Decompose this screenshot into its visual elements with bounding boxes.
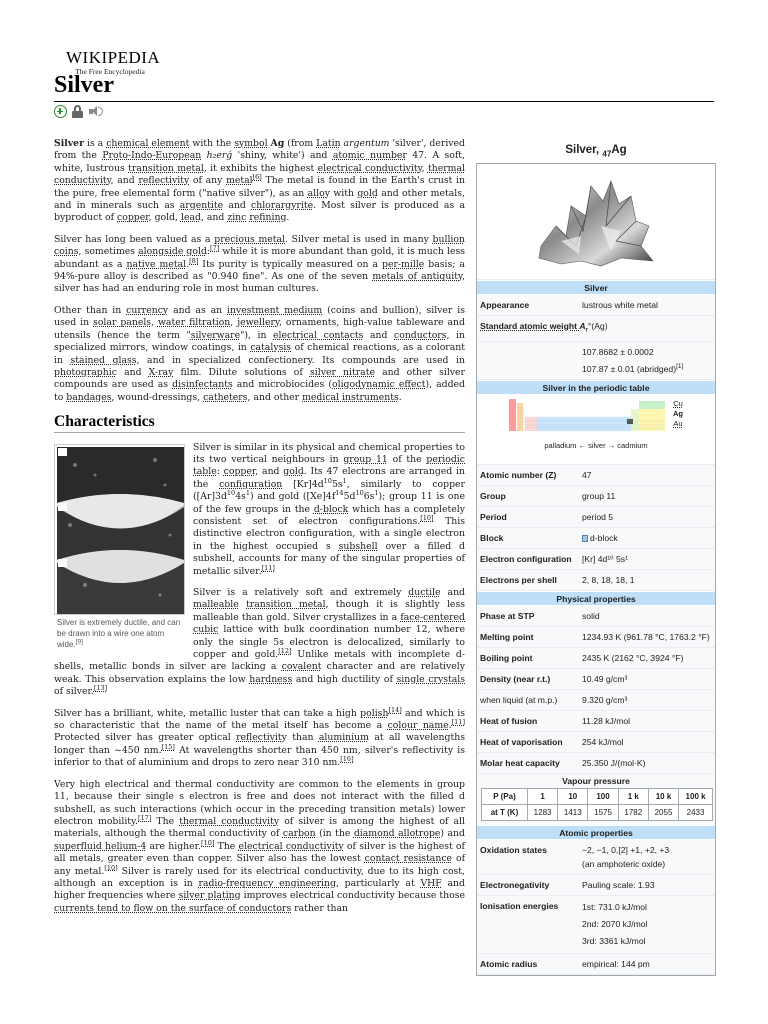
inline-link[interactable]: native metal <box>126 258 187 270</box>
infobox-row-atomic-weight-values <box>477 342 715 380</box>
inline-link[interactable]: silver plating <box>178 890 241 902</box>
superscript: 10 <box>355 489 364 498</box>
superscript[interactable]: [14] <box>388 705 402 714</box>
row-label[interactable]: Atomic number (Z) <box>480 469 557 480</box>
inline-link[interactable]: thermal conductivity <box>54 162 465 187</box>
inline-link[interactable]: electrical conductivity <box>238 840 344 852</box>
vp-pressure-cell: 10 k <box>648 788 678 804</box>
inline-link[interactable]: argentite <box>179 200 224 212</box>
row-value: 2435 K (2162 °C, 3924 °F) <box>582 652 684 663</box>
superscript: 10 <box>323 476 332 485</box>
page-status-icons <box>54 105 104 118</box>
infobox-physical-row <box>477 669 715 690</box>
superscript[interactable]: [11] <box>261 563 275 572</box>
row-label[interactable]: Period <box>480 511 507 522</box>
inline-link[interactable]: precious metal <box>214 233 286 245</box>
row-label[interactable]: when liquid (at m.p.) <box>480 694 558 705</box>
superscript[interactable]: [15] <box>161 742 175 751</box>
inline-link[interactable]: medical instruments <box>302 391 399 403</box>
intro-paragraph-1: Silver is a chemical element with the symbol Ag (from Latin argentum 'silver', derived from the Proto-Indo-European h₂erǵ 'shiny, white') and atomic number 47. A soft, white, lustrous transition metal, it exhibits the highest electrical conductivity, thermal conductivity, and reflectivity of any metal[6] The metal is found in the Earth's crust in the pure, free elemental form ("native silver"), as an alloy with gold and other metals, and in minerals such as argentite and chlorargyrite. Most silver is produced as a byproduct of copper, gold, lead, and zinc refining. <box>54 138 466 224</box>
inline-link[interactable]: silver nitrate <box>309 366 375 378</box>
row-label[interactable]: Heat of vaporisation <box>480 736 563 747</box>
infobox-row-oxidation <box>477 840 715 875</box>
inline-link[interactable]: currency <box>126 304 169 316</box>
inline-link[interactable]: colour name <box>387 720 449 732</box>
inline-link[interactable]: atomic number <box>332 150 407 162</box>
inline-link[interactable]: d-block <box>313 503 349 515</box>
inline-link[interactable]: electrical contacts <box>273 329 364 341</box>
good-article-icon[interactable] <box>54 105 67 118</box>
inline-link[interactable]: gold <box>283 466 304 478</box>
inline-link[interactable]: covalent <box>281 661 322 673</box>
intro-paragraph-3: Other than in currency and as an investment medium (coins and bullion), silver is used in solar panels, water filtration, jewellery, ornaments, high-value tableware and utensils (hence the term "silverware"), in electrical contacts and conductors, in specialized mirrors, window coatings, in catalysis of chemical reactions, as a colorant in stained glass, and in specialized confectionery. Its compounds are used in photographic and X-ray film. Dilute solutions of silver nitrate and other silver compounds are used as disinfectants and microbiocides (oligodynamic effect), added to bandages, wound-dressings, catheters, and other medical instruments. <box>54 304 466 403</box>
inline-link[interactable]: X-ray <box>148 366 174 378</box>
infobox-physical-row <box>477 711 715 732</box>
superscript[interactable]: [16] <box>340 755 354 764</box>
row-label[interactable]: Molar heat capacity <box>480 757 560 768</box>
row-value: 9.320 g/cm³ <box>582 694 628 705</box>
infobox-row-ionisation <box>477 896 715 954</box>
characteristics-paragraph-2: Silver is a relatively soft and extremely ductile and malleable transition metal, though it is slightly less malleable than gold. Silver crystallizes in a face-centered cubic lattice with bulk coordination number 12, where only the single 5s electron is delocalized, similarly to copper and gold.[12] Unlike metals with incomplete d-shells, metallic bonds in silver are lacking a covalent character and are relatively weak. This observation explains the low hardness and high ductility of single crystals of silver.[13] <box>54 587 466 698</box>
inline-link[interactable]: metal <box>226 175 253 187</box>
infobox-row-atomic-radius <box>477 954 715 975</box>
infobox-basic-row <box>477 528 715 549</box>
infobox-physical-row <box>477 648 715 669</box>
row-label[interactable]: Electron configuration <box>480 553 572 564</box>
periodic-table-mini[interactable] <box>477 395 715 465</box>
article-body <box>54 138 465 924</box>
inline-link[interactable]: per-mille <box>382 258 425 270</box>
infobox-header-silver: Silver <box>477 280 715 295</box>
row-label[interactable]: Block <box>480 532 504 543</box>
vp-temperature-cell: 1283 <box>527 804 557 820</box>
inline-link[interactable]: reflectivity <box>138 175 190 187</box>
intro-paragraph-2: Silver has long been valued as a precious metal. Silver metal is used in many bullion coins, sometimes alongside gold:[7] while it is more abundant than gold, it is much less abundant as a native metal.[8] Its purity is typically measured on a per-mille basis; a 94%-pure alloy is described as "0.940 fine". As one of the seven metals of antiquity, silver has had an enduring role in most human cultures. <box>54 233 466 295</box>
infobox-header-atomic: Atomic properties <box>477 825 715 840</box>
vp-temperature-cell: 1413 <box>558 804 588 820</box>
vp-pressure-cell: 100 <box>588 788 618 804</box>
inline-link[interactable]: silverware <box>190 329 241 341</box>
inline-link[interactable]: chlorargyrite <box>251 200 314 212</box>
row-value: 10.49 g/cm³ <box>582 673 628 684</box>
row-value: 47 <box>582 469 592 480</box>
vapour-pressure-table <box>481 788 713 821</box>
caption-ref[interactable]: [9] <box>75 637 83 645</box>
infobox <box>476 163 716 976</box>
inline-link[interactable]: diamond allotrope <box>353 828 441 840</box>
row-value: group 11 <box>582 490 616 501</box>
inline-link[interactable]: hardness <box>249 673 293 685</box>
inline-link[interactable]: reflectivity <box>236 732 287 744</box>
infobox-physical-row <box>477 690 715 711</box>
inline-link[interactable]: catheters <box>203 391 248 403</box>
infobox-physical-row <box>477 606 715 627</box>
bold-text: Silver <box>54 138 84 149</box>
inline-link[interactable]: radio-frequency engineering <box>198 877 336 889</box>
superscript[interactable]: [11] <box>451 717 465 726</box>
infobox-basic-row <box>477 486 715 507</box>
infobox-physical-row <box>477 732 715 753</box>
inline-link[interactable]: ductile <box>408 587 441 598</box>
row-value: lustrous white metal <box>582 300 658 310</box>
inline-link[interactable]: oligodynamic effect <box>332 379 426 391</box>
inline-link[interactable]: refining <box>249 212 287 224</box>
inline-link[interactable]: solar panels <box>93 317 152 329</box>
characteristics-paragraph-4: Very high electrical and thermal conductivity are common to the elements in group 11, because their single s electron is free and does not interact with the filled d subshell, as such interactions (which occur in the preceding transition metals) lower electron mobility.[17] The thermal conductivity of silver is among the highest of all materials, although the thermal conductivity of carbon (in the diamond allotrope) and superfluid helium-4 are higher.[10] The electrical conductivity of silver is the highest of all metals, greater even than copper. Silver also has the lowest contact resistance of any metal.[10] Silver is rarely used for its electrical conductivity, due to its high cost, although an exception is in radio-frequency engineering, particularly at VHF and higher frequencies where silver plating improves electrical conductivity because those currents tend to flow on the surface of conductors rather than <box>54 778 466 914</box>
row-value: 254 kJ/mol <box>582 736 624 747</box>
row-label[interactable]: Boiling point <box>480 652 533 663</box>
row-value: d-block <box>579 528 715 548</box>
row-label[interactable]: Melting point <box>480 631 534 642</box>
infobox-physical-rows <box>477 606 715 774</box>
infobox-image[interactable] <box>477 164 715 280</box>
row-value: 25.350 J/(mol·K) <box>582 757 646 768</box>
inline-link[interactable]: alloy <box>307 187 330 199</box>
vapour-pressure-title: Vapour pressure <box>562 775 630 786</box>
characteristics-paragraph-1: Silver is similar in its physical and chemical properties to its two vertical neighbours in group 11 of the periodic table: copper, and gold. Its 47 electrons are arranged in the configuration $[Kr]4d^{10}5s^1$, similarly to copper $([Ar]3d^{10}4s^1)$ and gold $([Xe]4f^{14}5d^{10}6s^1)$; group 11 is one of the few groups in the d-block which has a completely consistent set of electron configurations.[10] This distinctive electron configuration, with a single electron in the highest occupied s subshell over a filled d subshell, accounts for many of the singular properties of metallic silver.[11] <box>193 441 465 577</box>
superscript[interactable]: [10] <box>420 513 434 522</box>
row-label[interactable]: Oxidation states <box>480 844 547 855</box>
inline-link[interactable]: bandages <box>66 391 112 403</box>
inline-link[interactable]: subshell <box>338 540 378 552</box>
title-divider <box>54 101 714 102</box>
infobox-row-appearance <box>477 295 715 316</box>
inline-link[interactable]: photographic <box>54 366 117 378</box>
figure-thumbnail[interactable] <box>54 444 185 652</box>
vapour-pressure-temperature-row <box>482 804 713 820</box>
vp-temperature-cell: 2055 <box>648 804 678 820</box>
row-label[interactable]: Ionisation energies <box>480 900 559 911</box>
inline-link[interactable]: superfluid helium-4 <box>54 840 147 852</box>
lock-icon[interactable] <box>71 105 84 118</box>
superscript: 1 <box>374 489 379 498</box>
infobox-row-atomic-weight-label <box>477 316 715 342</box>
superscript[interactable]: [8] <box>189 256 199 265</box>
row-label: Appearance <box>480 300 530 310</box>
row-value: [Kr] 4d¹⁰ 5s¹ <box>582 553 628 564</box>
inline-link[interactable]: water filtration <box>157 317 231 329</box>
superscript[interactable]: [10] <box>104 863 118 872</box>
inline-link[interactable]: transition metal <box>246 599 326 611</box>
section-heading-characteristics: Characteristics <box>54 413 155 431</box>
row-label[interactable]: Phase at STP <box>480 610 535 621</box>
row-label[interactable]: Density (near r.t.) <box>480 673 551 684</box>
inline-link[interactable]: Proto-Indo-European <box>102 150 202 162</box>
inline-link[interactable]: copper <box>223 466 256 478</box>
bold-text: Ag <box>270 138 285 149</box>
vp-pressure-cell: 10 <box>558 788 588 804</box>
inline-link[interactable]: lead <box>180 212 201 224</box>
page-title: Silver <box>54 72 114 98</box>
infobox-physical-row <box>477 627 715 648</box>
inline-link[interactable]: configuration <box>219 478 283 490</box>
inline-link[interactable]: catalysis <box>250 342 292 354</box>
inline-link[interactable]: stained glass <box>70 354 137 366</box>
infobox-title: Silver, $_{47}$Ag <box>565 144 627 159</box>
inline-link[interactable]: polish <box>360 707 389 719</box>
row-value: 2, 8, 18, 18, 1 <box>582 574 635 585</box>
infobox-basic-row <box>477 465 715 486</box>
silver-crystal-image <box>531 166 661 278</box>
inline-link[interactable]: alongside gold <box>138 246 207 258</box>
vp-temperature-label: at T (K) <box>482 804 528 820</box>
figure-caption: Silver is extremely ductile, and can be drawn into a wire one atom wide.[9] <box>57 617 181 649</box>
vp-temperature-cell: 1782 <box>618 804 648 820</box>
superscript[interactable]: [10] <box>201 838 215 847</box>
row-label[interactable]: Electronegativity <box>480 879 550 890</box>
inline-link[interactable]: Latin <box>316 138 341 149</box>
inline-link[interactable]: face-centered cubic <box>193 611 465 636</box>
inline-link[interactable]: zinc <box>227 212 247 224</box>
logo-tagline: The Free Encyclopedia <box>75 67 145 76</box>
row-value: 107.8682 ± 0.0002 107.87 ± 0.01 (abridged)[1] <box>582 346 684 374</box>
section-divider <box>54 432 465 433</box>
inline-link[interactable]: chemical element <box>106 138 190 149</box>
inline-link[interactable]: metals of antiquity <box>372 271 463 283</box>
vp-temperature-cell: 1575 <box>588 804 618 820</box>
italic-text: h₂erǵ <box>206 150 233 162</box>
superscript: 14 <box>335 489 344 498</box>
inline-link[interactable]: malleable <box>193 599 239 611</box>
superscript: 10 <box>226 489 236 498</box>
row-value: 1st: 731.0 kJ/mol 2nd: 2070 kJ/mol 3rd: 3361 kJ/mol <box>582 901 648 946</box>
inline-link[interactable]: periodic table <box>193 453 465 478</box>
superscript[interactable]: [17] <box>138 813 152 822</box>
inline-link[interactable]: single crystals <box>396 673 465 685</box>
infobox-basic-rows <box>477 465 715 591</box>
row-value: Pauling scale: 1.93 <box>582 879 655 890</box>
row-value: 11.28 kJ/mol <box>582 715 631 726</box>
vp-pressure-cell: 1 k <box>618 788 648 804</box>
inline-link[interactable]: VHF <box>420 877 442 889</box>
row-label[interactable]: Atomic radius <box>480 958 538 969</box>
superscript: 1 <box>245 489 251 498</box>
inline-link[interactable]: carbon <box>282 828 316 840</box>
inline-link[interactable]: gold <box>357 187 378 199</box>
inline-link[interactable]: disinfectants <box>172 379 233 391</box>
periodic-nav[interactable]: palladium ← silver → cadmium <box>544 440 648 450</box>
infobox-header-physical: Physical properties <box>477 591 715 606</box>
row-value: solid <box>582 610 600 621</box>
infobox-physical-row <box>477 753 715 774</box>
inline-link[interactable]: investment medium <box>227 304 323 316</box>
inline-link[interactable]: jewellery <box>237 317 279 329</box>
row-label[interactable]: Group <box>480 490 506 501</box>
speaker-icon[interactable] <box>88 105 104 118</box>
row-value: period 5 <box>582 511 614 522</box>
inline-link[interactable]: bullion coins <box>54 233 465 258</box>
vp-temperature-cell: 2433 <box>679 804 713 820</box>
inline-link[interactable]: aluminium <box>318 732 369 744</box>
italic-text: argentum <box>343 138 390 149</box>
characteristics-paragraph-3: Silver has a brilliant, white, metallic luster that can take a high polish[14] and which is so characteristic that the name of the metal itself has become a colour name.[11] Protected silver has greater optical reflectivity than aluminium at all wavelengths longer than ~450 nm.[15] At wavelengths shorter than 450 nm, silver's reflectivity is inferior to that of aluminium and drops to zero near 310 nm.[16] <box>54 705 465 769</box>
superscript: 1 <box>342 476 347 485</box>
row-value: −2, −1, 0,[2] +1, +2, +3 (an amphoteric oxide) <box>582 844 670 869</box>
inline-link[interactable]: currents tend to flow on the surface of conductors <box>54 902 292 914</box>
superscript[interactable]: [7] <box>210 244 220 253</box>
infobox-basic-row <box>477 549 715 570</box>
superscript[interactable]: [12] <box>278 646 292 655</box>
inline-link[interactable]: transition metal <box>128 162 204 174</box>
infobox-basic-row <box>477 570 715 591</box>
inline-link[interactable]: conductors <box>394 329 447 341</box>
inline-link[interactable]: copper <box>117 212 149 224</box>
inline-link[interactable]: symbol <box>234 138 268 149</box>
vapour-pressure-pressure-row <box>482 788 713 804</box>
silver-nanowire-micrograph[interactable] <box>54 444 185 615</box>
logo-wordmark: WIKIPEDIA <box>66 48 161 67</box>
periodic-neighbors: Cu Ag Au <box>673 398 683 428</box>
superscript[interactable]: [6] <box>252 173 262 182</box>
infobox-header-periodic-table: Silver in the periodic table <box>477 380 715 395</box>
vp-pressure-cell: 100 k <box>679 788 713 804</box>
row-label[interactable]: Standard atomic weight $A_r^\circ(Ag)$ <box>480 321 608 334</box>
infobox-basic-row <box>477 507 715 528</box>
row-value: 1234.93 K (961.78 °C, 1763.2 °F) <box>582 631 710 642</box>
inline-link[interactable]: thermal conductivity <box>179 815 280 827</box>
inline-link[interactable]: contact resistance <box>364 853 453 865</box>
row-value: empirical: 144 pm <box>582 958 650 969</box>
d-block-color-icon <box>582 535 588 542</box>
inline-link[interactable]: group 11 <box>343 453 388 465</box>
row-label[interactable]: Electrons per shell <box>480 574 557 585</box>
inline-link[interactable]: electrical conductivity <box>317 162 422 174</box>
row-label[interactable]: Heat of fusion <box>480 715 538 726</box>
superscript[interactable]: [13] <box>93 684 108 693</box>
infobox-row-electronegativity <box>477 875 715 896</box>
vp-pressure-cell: 1 <box>527 788 557 804</box>
vp-pressure-label: P (Pa) <box>482 788 528 804</box>
